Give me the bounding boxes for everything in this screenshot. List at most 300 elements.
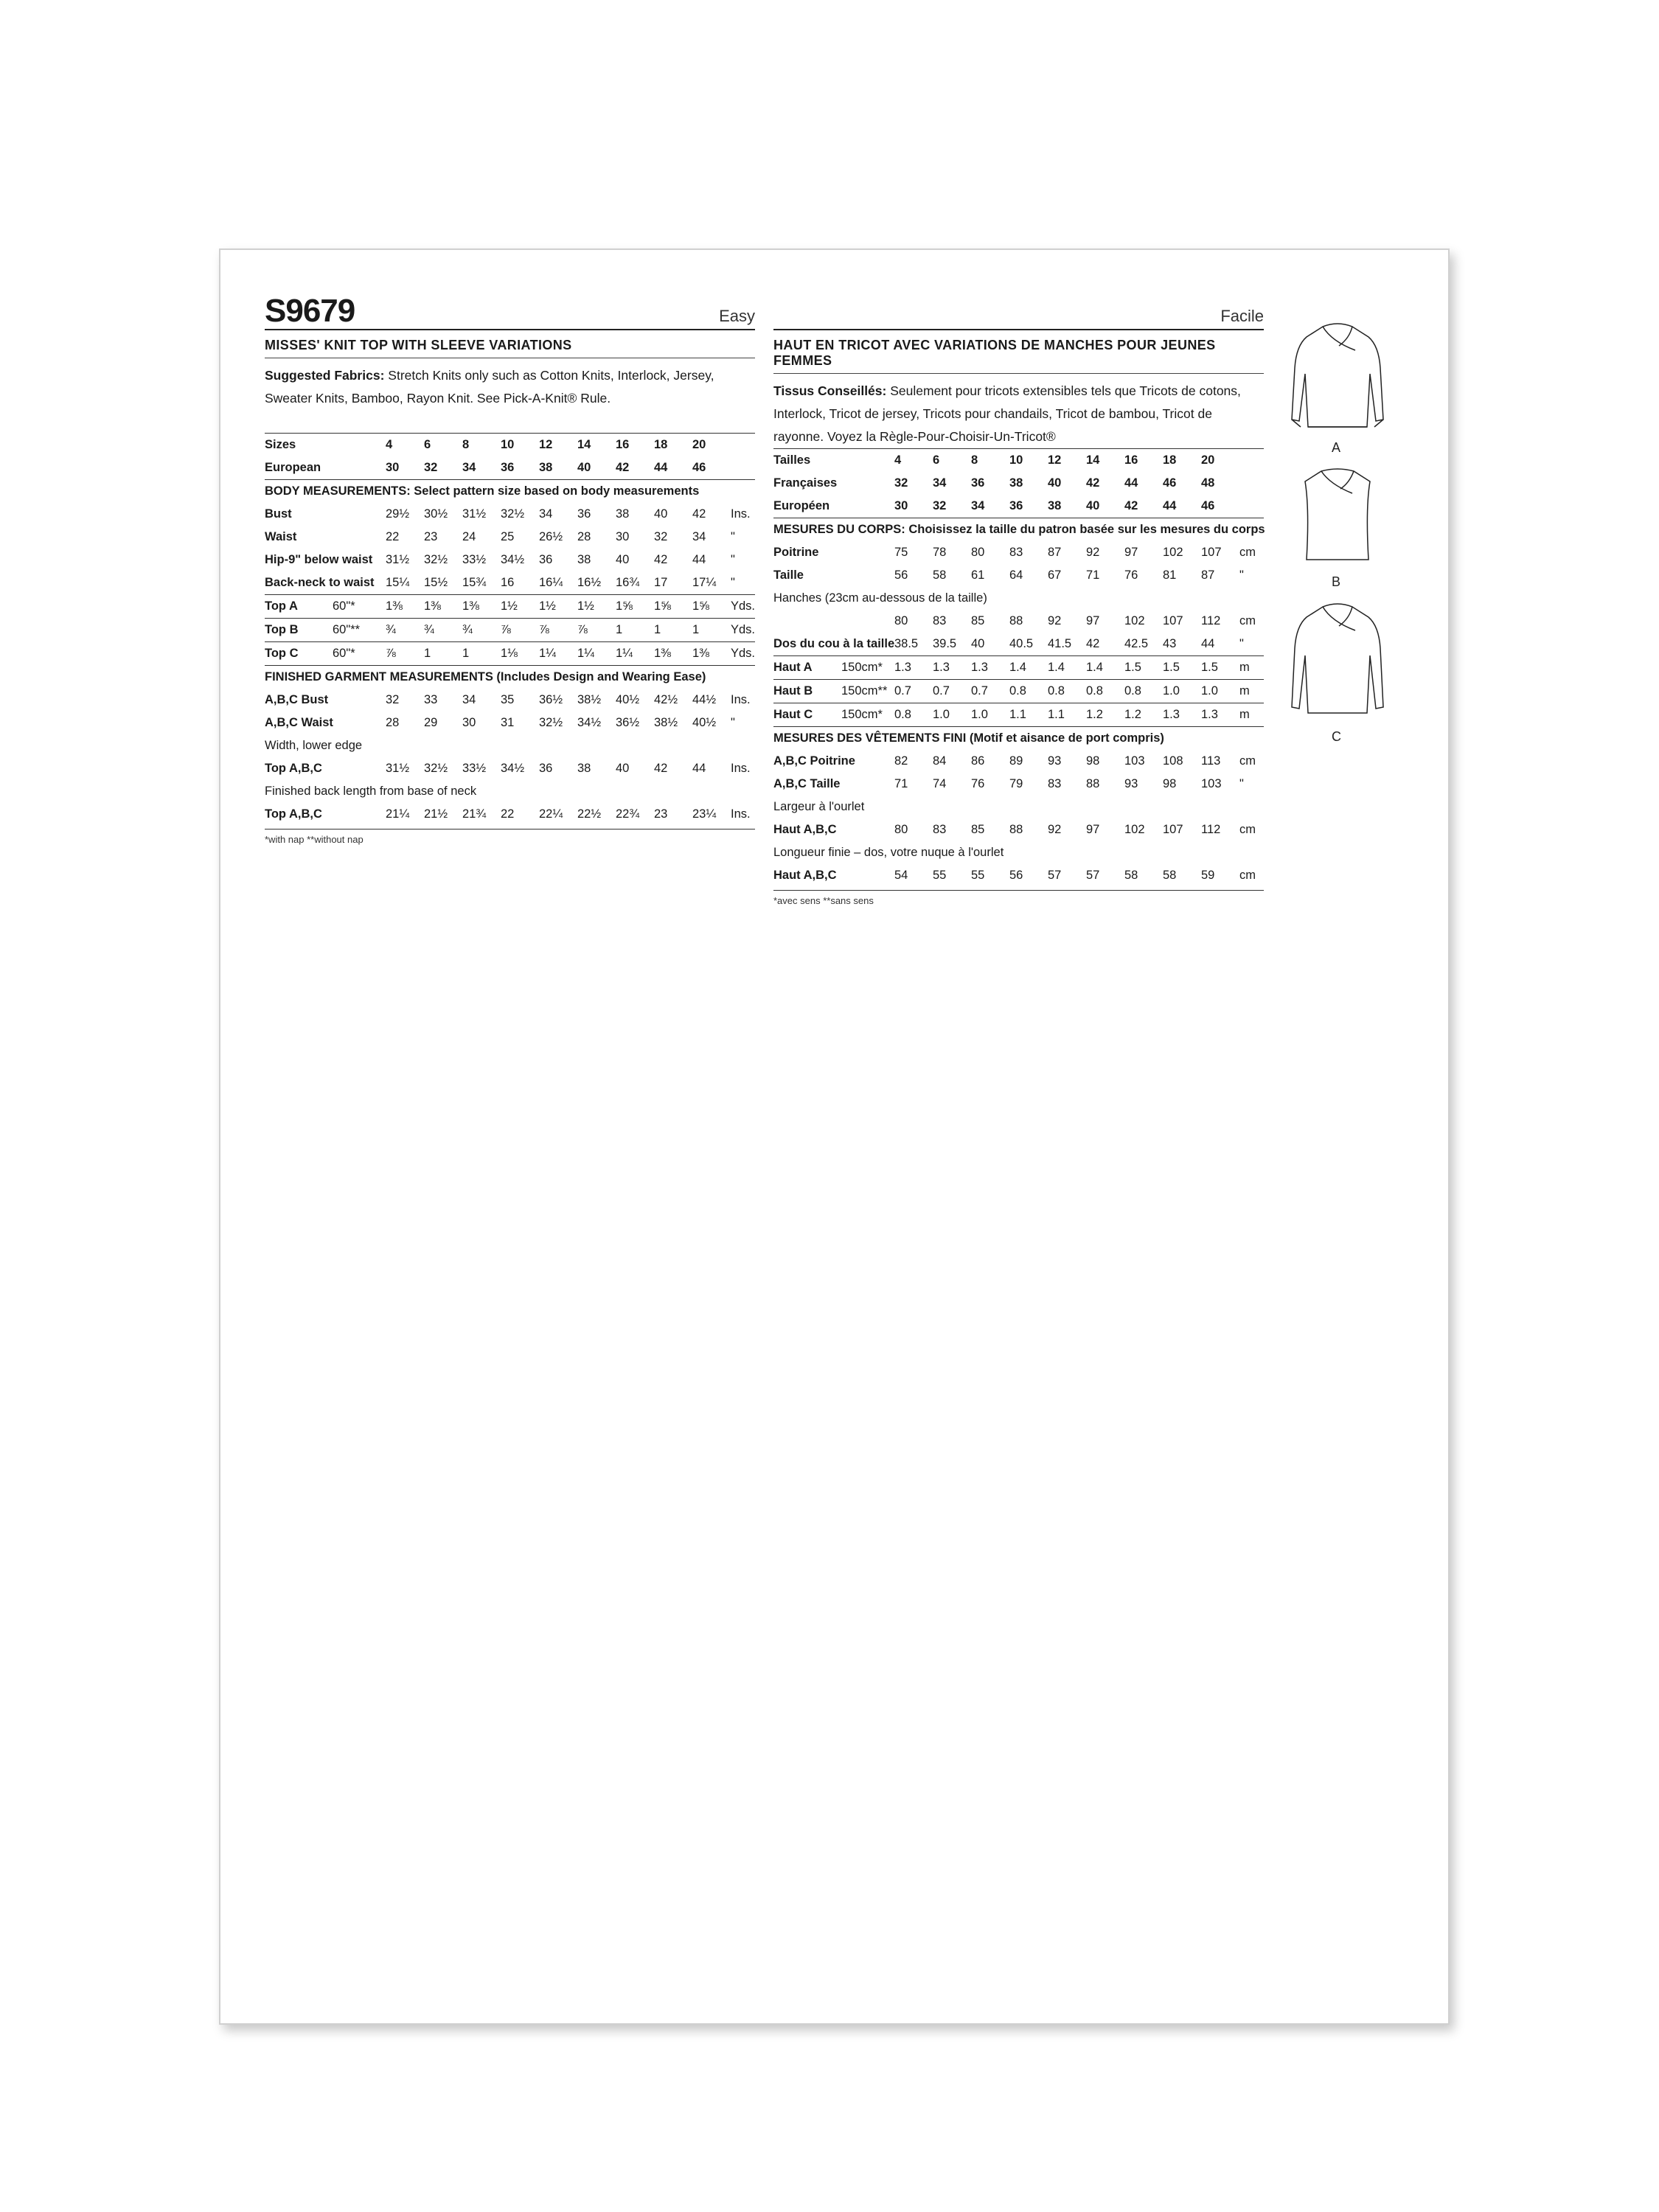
- table-row: [265, 666, 755, 689]
- table-cell: 30½: [424, 507, 448, 521]
- table-cell: 41.5: [1048, 637, 1072, 650]
- row-heading: Longueur finie – dos, votre nuque à l'ourlet: [773, 846, 1004, 859]
- unit: cm: [1239, 869, 1256, 882]
- table-cell: 54: [894, 869, 908, 882]
- table-cell: 0.8: [1086, 680, 1124, 703]
- table-cell: 44: [692, 553, 706, 566]
- table-cell: 23: [654, 807, 668, 821]
- table-cell: 0.8: [1009, 680, 1048, 703]
- table-cell: 55: [971, 869, 985, 882]
- table-cell: 1⅜: [654, 642, 692, 666]
- table-cell: 34: [933, 476, 947, 490]
- table-cell: 0.7: [894, 680, 933, 703]
- fabric-width: [333, 803, 386, 826]
- table-row: [773, 495, 1264, 518]
- table-cell: ⅞: [501, 619, 539, 642]
- row-heading: MESURES DU CORPS: Choisissez la taille du patron basée sur les mesures du corps: [773, 518, 1264, 542]
- table-cell: 22: [386, 530, 400, 543]
- table-cell: 102: [1163, 546, 1183, 559]
- table-row: [265, 434, 755, 457]
- table-cell: 87: [1048, 546, 1062, 559]
- header-fr: [773, 291, 1264, 330]
- table-cell: 1.0: [1201, 680, 1239, 703]
- table-cell: 42: [654, 553, 668, 566]
- table-row: [265, 595, 755, 619]
- unit: ": [1239, 568, 1244, 582]
- table-row: [773, 796, 1264, 818]
- unit: ": [731, 716, 735, 729]
- table-cell: 1.4: [1009, 656, 1048, 680]
- fabric-width: 150cm*: [841, 703, 894, 727]
- table-row: [265, 803, 755, 826]
- view-b-label: B: [1332, 574, 1341, 589]
- table-row: [773, 633, 1264, 656]
- table-cell: 98: [1086, 754, 1100, 768]
- table-row: [773, 449, 1264, 473]
- table-cell: 1: [692, 619, 731, 642]
- table-cell: 33½: [462, 553, 487, 566]
- table-cell: 97: [1124, 546, 1138, 559]
- table-cell: 6: [933, 449, 971, 473]
- unit: cm: [1239, 754, 1256, 768]
- table-cell: 28: [577, 530, 591, 543]
- table-cell: 20: [692, 434, 731, 457]
- table-cell: 15¾: [462, 576, 487, 589]
- table-row: [773, 564, 1264, 587]
- table-row: [773, 472, 1264, 495]
- unit: ": [1239, 777, 1244, 790]
- table-cell: 64: [1009, 568, 1023, 582]
- table-cell: 0.7: [933, 680, 971, 703]
- row-label: Back-neck to waist: [265, 576, 375, 589]
- table-cell: 16: [501, 576, 515, 589]
- table-row: [773, 610, 1264, 633]
- table-cell: 44: [1124, 476, 1138, 490]
- fabric-width: [841, 564, 894, 587]
- table-cell: 21½: [424, 807, 448, 821]
- table-cell: 1⅝: [616, 595, 654, 619]
- table-cell: 31: [501, 716, 515, 729]
- table-cell: 44½: [692, 693, 717, 706]
- table-cell: 4: [894, 449, 933, 473]
- table-cell: 0.8: [894, 703, 933, 727]
- table-cell: 98: [1163, 777, 1177, 790]
- table-cell: 1½: [539, 595, 577, 619]
- table-cell: 38.5: [894, 637, 919, 650]
- view-a-sketch: [1279, 316, 1397, 442]
- unit: m: [1239, 703, 1264, 727]
- table-cell: 1¼: [616, 642, 654, 666]
- table-cell: 1.0: [971, 703, 1009, 727]
- table-cell: 1.5: [1163, 656, 1201, 680]
- row-heading: MESURES DES VÊTEMENTS FINI (Motif et aisance de port compris): [773, 727, 1264, 751]
- table-cell: 22: [501, 807, 515, 821]
- table-row: [773, 864, 1264, 887]
- table-cell: 16¾: [616, 576, 640, 589]
- table-cell: 6: [424, 434, 462, 457]
- table-cell: 36: [539, 553, 553, 566]
- table-cell: 76: [1124, 568, 1138, 582]
- table-cell: 42: [692, 507, 706, 521]
- table-cell: 40: [971, 637, 985, 650]
- table-cell: 79: [1009, 777, 1023, 790]
- table-row: [265, 642, 755, 666]
- fabric-width: 60"**: [333, 619, 386, 642]
- table-cell: 39.5: [933, 637, 957, 650]
- fabric-width: [841, 472, 894, 495]
- table-cell: 40: [616, 553, 630, 566]
- table-cell: 44: [692, 762, 706, 775]
- table-cell: 67: [1048, 568, 1062, 582]
- table-cell: 85: [971, 614, 985, 627]
- table-cell: 33½: [462, 762, 487, 775]
- table-cell: 23¼: [692, 807, 717, 821]
- table-cell: 16½: [577, 576, 602, 589]
- unit: cm: [1239, 546, 1256, 559]
- table-cell: 30: [386, 461, 400, 474]
- table-cell: 0.7: [971, 680, 1009, 703]
- table-cell: 20: [1201, 449, 1239, 473]
- unit: m: [1239, 680, 1264, 703]
- suggested-fabrics-en: [265, 364, 755, 433]
- table-cell: 88: [1009, 823, 1023, 836]
- table-cell: 36: [501, 461, 515, 474]
- table-cell: 31½: [462, 507, 487, 521]
- table-cell: 42.5: [1124, 637, 1149, 650]
- table-cell: 103: [1201, 777, 1222, 790]
- pattern-envelope-back: [219, 248, 1450, 2025]
- unit: [1239, 495, 1264, 518]
- french-column: [773, 291, 1264, 910]
- garment-title-fr: HAUT EN TRICOT AVEC VARIATIONS DE MANCHES POUR JEUNES FEMMES: [773, 338, 1264, 374]
- table-cell: 38: [616, 507, 630, 521]
- table-cell: 29½: [386, 507, 410, 521]
- table-cell: 17¼: [692, 576, 717, 589]
- unit: ": [731, 576, 735, 589]
- table-cell: 38: [577, 553, 591, 566]
- table-cell: 44: [1201, 637, 1215, 650]
- table-cell: 32: [424, 461, 438, 474]
- table-cell: 1.3: [971, 656, 1009, 680]
- row-label: A,B,C Taille: [773, 777, 841, 790]
- table-row: [265, 780, 755, 803]
- table-cell: 38: [577, 762, 591, 775]
- table-cell: 1⅜: [692, 642, 731, 666]
- fabric-width: [841, 449, 894, 473]
- table-cell: 36: [539, 762, 553, 775]
- table-cell: 83: [933, 823, 947, 836]
- fabric-width: [841, 495, 894, 518]
- table-cell: 107: [1163, 823, 1183, 836]
- table-cell: 34: [462, 461, 476, 474]
- table-cell: 82: [894, 754, 908, 768]
- row-heading: Width, lower edge: [265, 739, 363, 752]
- table-row: [773, 587, 1264, 610]
- fabric-width: [841, 818, 894, 841]
- table-cell: 1⅜: [462, 595, 501, 619]
- table-cell: 102: [1124, 614, 1145, 627]
- table-cell: 107: [1201, 546, 1222, 559]
- table-cell: 31½: [386, 762, 410, 775]
- row-label: Top B: [265, 619, 333, 642]
- table-cell: 55: [933, 869, 947, 882]
- table-cell: 12: [1048, 449, 1086, 473]
- table-row: [265, 526, 755, 549]
- fabrics-text-fr: Seulement pour tricots extensibles tels que Tricots de cotons, Interlock, Tricot de jersey, Tricots pour chandails, Tricot de bambou, Tricot de rayonne. Voyez la Règle-Pour-Choisir-Un-Tricot®: [773, 383, 1241, 444]
- unit: Ins.: [731, 507, 751, 521]
- table-cell: 32½: [424, 553, 448, 566]
- table-cell: 33: [424, 693, 438, 706]
- table-row: [265, 712, 755, 734]
- table-cell: 18: [1163, 449, 1201, 473]
- table-cell: 1.3: [933, 656, 971, 680]
- table-cell: 57: [1048, 869, 1062, 882]
- table-cell: 18: [654, 434, 692, 457]
- table-cell: 83: [1048, 777, 1062, 790]
- pattern-number: S9679: [265, 293, 355, 329]
- fabric-width: [333, 712, 386, 734]
- unit: cm: [1239, 823, 1256, 836]
- table-cell: 1: [654, 619, 692, 642]
- table-cell: 30: [616, 530, 630, 543]
- table-cell: 75: [894, 546, 908, 559]
- table-cell: 93: [1124, 777, 1138, 790]
- unit: ": [731, 530, 735, 543]
- fabric-width: [333, 757, 386, 780]
- row-label: Haut A: [773, 656, 841, 680]
- table-cell: 22¼: [539, 807, 563, 821]
- table-cell: 1.1: [1009, 703, 1048, 727]
- table-cell: 1.1: [1048, 703, 1086, 727]
- row-heading: Largeur à l'ourlet: [773, 800, 865, 813]
- difficulty-en: Easy: [719, 307, 755, 325]
- unit: [731, 434, 755, 457]
- unit: Yds.: [731, 619, 755, 642]
- view-sketches: [1279, 316, 1397, 744]
- table-cell: 103: [1124, 754, 1145, 768]
- table-row: [265, 757, 755, 780]
- table-row: [773, 518, 1264, 542]
- fabric-width: [333, 526, 386, 549]
- row-label: Sizes: [265, 434, 333, 457]
- fabric-width: [841, 864, 894, 887]
- table-cell: 32: [894, 476, 908, 490]
- table-cell: 4: [386, 434, 424, 457]
- table-cell: 1½: [577, 595, 616, 619]
- suggested-fabrics-fr: [773, 380, 1264, 448]
- table-cell: 22¾: [616, 807, 640, 821]
- table-cell: 85: [971, 823, 985, 836]
- table-row: [773, 841, 1264, 864]
- table-cell: 74: [933, 777, 947, 790]
- table-cell: 38: [1048, 499, 1062, 512]
- table-row: [773, 818, 1264, 841]
- table-cell: 16: [1124, 449, 1163, 473]
- row-label: Tailles: [773, 449, 841, 473]
- table-cell: 58: [1124, 869, 1138, 882]
- table-cell: 76: [971, 777, 985, 790]
- table-cell: 25: [501, 530, 515, 543]
- unit: Ins.: [731, 807, 751, 821]
- table-cell: 1¼: [577, 642, 616, 666]
- table-cell: 46: [1163, 476, 1177, 490]
- table-cell: 80: [894, 614, 908, 627]
- table-cell: 12: [539, 434, 577, 457]
- row-label: Top C: [265, 642, 333, 666]
- table-cell: 97: [1086, 823, 1100, 836]
- table-cell: 1.4: [1086, 656, 1124, 680]
- table-cell: 43: [1163, 637, 1177, 650]
- row-heading: BODY MEASUREMENTS: Select pattern size based on body measurements: [265, 480, 755, 504]
- unit: cm: [1239, 614, 1256, 627]
- table-cell: 83: [933, 614, 947, 627]
- table-cell: 1.3: [894, 656, 933, 680]
- table-cell: 32: [386, 693, 400, 706]
- table-cell: 1⅝: [692, 595, 731, 619]
- table-row: [773, 773, 1264, 796]
- table-cell: 36: [577, 507, 591, 521]
- table-cell: 34½: [501, 553, 525, 566]
- table-cell: 78: [933, 546, 947, 559]
- table-cell: 22½: [577, 807, 602, 821]
- table-cell: 112: [1201, 614, 1221, 627]
- unit: [731, 456, 755, 480]
- table-cell: 34: [539, 507, 553, 521]
- table-cell: 10: [1009, 449, 1048, 473]
- table-cell: 1½: [501, 595, 539, 619]
- table-cell: 1.5: [1201, 656, 1239, 680]
- table-cell: 1⅛: [501, 642, 539, 666]
- view-c-label: C: [1332, 729, 1341, 744]
- table-cell: 1.2: [1124, 703, 1163, 727]
- table-row: [265, 689, 755, 712]
- table-cell: ¾: [462, 619, 501, 642]
- fabric-width: 150cm*: [841, 656, 894, 680]
- footnote-fr: *avec sens **sans sens: [773, 890, 1264, 910]
- header-en: [265, 291, 755, 330]
- fabrics-label-en: Suggested Fabrics:: [265, 368, 385, 383]
- table-cell: 8: [462, 434, 501, 457]
- fabrics-text-en: Stretch Knits only such as Cotton Knits, Interlock, Jersey, Sweater Knits, Bamboo, Rayon Knit. See Pick-A-Knit® Rule.: [265, 368, 714, 406]
- row-label: Hip-9" below waist: [265, 553, 373, 566]
- table-cell: 1⅜: [424, 595, 462, 619]
- fabric-width: 150cm**: [841, 680, 894, 703]
- table-cell: 36½: [539, 693, 563, 706]
- table-cell: 1.2: [1086, 703, 1124, 727]
- row-label: Top A,B,C: [265, 762, 322, 775]
- unit: ": [1239, 637, 1244, 650]
- table-cell: 83: [1009, 546, 1023, 559]
- unit: Yds.: [731, 642, 755, 666]
- row-label: Françaises: [773, 476, 838, 490]
- table-cell: 15¼: [386, 576, 410, 589]
- table-cell: 38: [1009, 476, 1023, 490]
- table-cell: 40: [1086, 499, 1100, 512]
- table-cell: 30: [462, 716, 476, 729]
- table-cell: 38½: [577, 693, 602, 706]
- garment-title-en: MISSES' KNIT TOP WITH SLEEVE VARIATIONS: [265, 338, 755, 358]
- table-cell: 1.4: [1048, 656, 1086, 680]
- row-label: A,B,C Waist: [265, 716, 333, 729]
- table-cell: 35: [501, 693, 515, 706]
- table-cell: 40: [616, 762, 630, 775]
- table-cell: 24: [462, 530, 476, 543]
- table-cell: 92: [1048, 823, 1062, 836]
- table-cell: 32: [933, 499, 947, 512]
- row-label: Dos du cou à la taille: [773, 637, 895, 650]
- table-cell: 81: [1163, 568, 1177, 582]
- table-row: [265, 456, 755, 480]
- table-cell: 92: [1048, 614, 1062, 627]
- unit: ": [731, 553, 735, 566]
- table-cell: 34: [971, 499, 985, 512]
- fabric-width: 60"*: [333, 595, 386, 619]
- table-cell: 28: [386, 716, 400, 729]
- row-label: European: [265, 461, 321, 474]
- table-cell: 14: [1086, 449, 1124, 473]
- table-cell: 26½: [539, 530, 563, 543]
- table-cell: 59: [1201, 869, 1215, 882]
- row-heading: FINISHED GARMENT MEASUREMENTS (Includes Design and Wearing Ease): [265, 666, 755, 689]
- table-cell: 113: [1201, 754, 1221, 768]
- fabric-width: [841, 773, 894, 796]
- view-c-sketch: [1279, 597, 1397, 722]
- unit: Yds.: [731, 595, 755, 619]
- table-cell: 1: [424, 642, 462, 666]
- row-label: Haut A,B,C: [773, 823, 837, 836]
- table-row: [265, 571, 755, 595]
- table-cell: 34½: [501, 762, 525, 775]
- table-cell: 34: [692, 530, 706, 543]
- table-cell: 112: [1201, 823, 1221, 836]
- table-cell: 42½: [654, 693, 678, 706]
- measurement-table-en: [265, 433, 755, 826]
- table-cell: 97: [1086, 614, 1100, 627]
- table-cell: 36: [1009, 499, 1023, 512]
- table-cell: 71: [1086, 568, 1100, 582]
- table-cell: ¾: [424, 619, 462, 642]
- fabric-width: [333, 434, 386, 457]
- table-cell: 32½: [424, 762, 448, 775]
- table-cell: 32½: [539, 716, 563, 729]
- row-label: Poitrine: [773, 546, 819, 559]
- table-cell: 42: [1124, 499, 1138, 512]
- row-label: Haut C: [773, 703, 841, 727]
- table-cell: 14: [577, 434, 616, 457]
- table-row: [265, 480, 755, 504]
- table-cell: 23: [424, 530, 438, 543]
- table-cell: 56: [894, 568, 908, 582]
- unit: [1239, 449, 1264, 473]
- unit: m: [1239, 656, 1264, 680]
- table-cell: 1.3: [1201, 703, 1239, 727]
- table-cell: 42: [1086, 476, 1100, 490]
- table-cell: 16¼: [539, 576, 563, 589]
- table-cell: 80: [971, 546, 985, 559]
- row-label: Haut B: [773, 680, 841, 703]
- fabric-width: [333, 503, 386, 526]
- table-cell: 57: [1086, 869, 1100, 882]
- table-cell: ⅞: [386, 642, 424, 666]
- table-cell: 1.0: [933, 703, 971, 727]
- table-cell: 61: [971, 568, 985, 582]
- table-cell: 1.3: [1163, 703, 1201, 727]
- table-cell: ⅞: [577, 619, 616, 642]
- table-cell: 40½: [692, 716, 717, 729]
- table-cell: 34½: [577, 716, 602, 729]
- table-cell: 42: [616, 461, 630, 474]
- fabric-width: [333, 689, 386, 712]
